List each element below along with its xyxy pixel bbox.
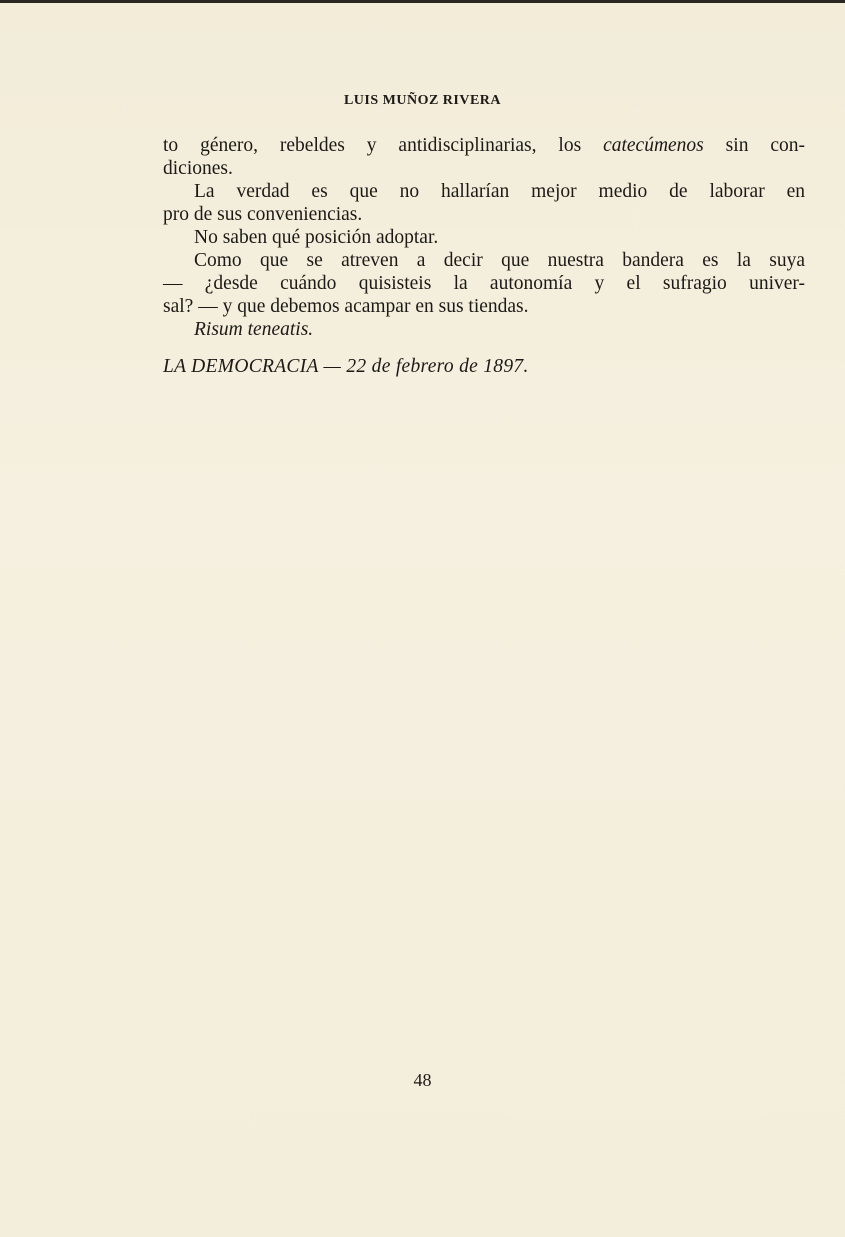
body-text: [163, 134, 805, 341]
page-top-edge: [0, 0, 845, 3]
paragraph-line: No saben qué posición adoptar.: [194, 227, 439, 248]
text-run: sin con-: [703, 135, 805, 156]
paragraph-line: — ¿desde cuándo quisisteis la autonomía y el sufragio univer-: [163, 273, 805, 294]
paragraph-line: [163, 134, 805, 157]
running-head: LUIS MUÑOZ RIVERA: [343, 93, 502, 108]
paragraph-line: La verdad es que no hallarían mejor medio de laborar en: [194, 181, 805, 202]
italic-term: catecúmenos: [603, 135, 704, 156]
page-number: 48: [413, 1070, 432, 1090]
text-run: to género, rebeldes y antidisciplinarias, los: [163, 135, 604, 156]
paragraph-line: sal? — y que debemos acampar en sus tiendas.: [163, 296, 529, 317]
paragraph-line: diciones.: [163, 158, 233, 179]
paragraph-line: [163, 318, 805, 341]
source-signature: LA DEMOCRACIA — 22 de febrero de 1897.: [163, 356, 529, 377]
paragraph-line: Como que se atreven a decir que nuestra bandera es la suya: [194, 250, 805, 271]
paragraph-line: pro de sus conveniencias.: [163, 204, 363, 225]
italic-phrase: Risum teneatis.: [194, 319, 314, 340]
